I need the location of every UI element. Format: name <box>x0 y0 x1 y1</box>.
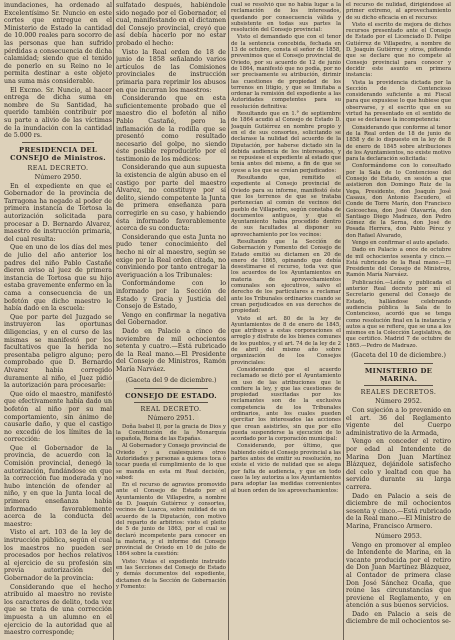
paragraph: Dado en Palacio a once de octubre de mil ochocientos sesenta y cinco.—Está rubricado de la Real mano.—El Presidente del Consejo de Ministros, Ramón María Narváez. <box>346 247 451 279</box>
divider <box>364 363 433 364</box>
divider <box>22 142 94 143</box>
paragraph: Resultando que la Sección de Gobernación y Fomento del Consejo de Estado emitió su dictamen en 20 de enero de 1865, opinando que debía desestimarse el recurso, toda vez que los acuerdos de los Ayuntamientos en materia de aprovechamientos comunales son ejecutivos, salvo el derecho de los particulares a reclamar ante los Tribunales ordinarios cuando se crean perjudicados en sus derechos de propiedad: <box>231 238 341 315</box>
paragraph: Visto el art. 80 de la ley de Ayuntamientos de 8 de enero de 1845, que atribuye a estas corporaciones el arreglo y disfrute de los bienes comunes de los pueblos, y el art. 74 de la ley de 2 de abril del mismo año sobre organización de los Consejos provinciales: <box>231 315 341 366</box>
paragraph: Conformándome con lo informado por la Sección de Estado y Gracia y Justicia del Consejo de Estado, <box>116 280 226 311</box>
paragraph: Visto el escrito de mejora de dichos recursos presentado ante el Consejo de Estado por el Licenciado D. Felipe Gutiérrez de Villapedre, a nombre de D. Joaquín Gutiérrez y otros, pidiendo que se declare que no compete al Consejo provincial para conocer y decidir este asunto en primera instancia: <box>346 21 451 79</box>
paragraph: cual se resolvió que no había lugar a la reclamación de los interesados, quedando por consecuencia válida y subsistente en todas sus partes la resolución del Consejo provincial: <box>231 2 341 34</box>
paragraph: Resultando que, remitido el expediente al Consejo provincial de Oviedo para su informe, manifestó éste que los terrenos de que se trataba pertenecían al común de vecinos del pueblo de Villapedre, según constaba de documentos antiguos, y que el Ayuntamiento había procedido dentro de sus facultades al disponer su aprovechamiento por los vecinos: <box>231 175 341 238</box>
paragraph: Considerando que en esta suficientemente probado que el maestro dio el bofetón al niño Pablo Castañé, pero la inflamación de la rodilla que se presentó como resultado necesario del golpe, no siendo éste posible reproducirlo por el testimonio de los médicos: <box>116 95 226 163</box>
paragraph: Que por parte del Juzgado se instruyeron las oportunas diligencias, y en el curso de las mismas se manifestó por los facultativos que la herida no presentaba peligro alguno; pero comprobado que D. Bernardo Alvarez había corregido duramente al niño, el Juez pidió la autorización para procesarle: <box>4 313 112 390</box>
decree-number: Número 2952. <box>375 397 422 406</box>
paragraph: Considerando que esta Junta no pudo tener conocimiento del hecho ni oír al maestro, según se exige por la Real orden citada, no conviniendo por tanto entregar la averiguación a los Tribunales: <box>116 233 226 279</box>
section-heading: MINISTERIO DE MARINA. <box>364 367 433 384</box>
column-2 <box>116 2 226 640</box>
section-heading: PRESIDENCIA DEL CONSEJO de Ministros. <box>10 145 106 162</box>
paragraph: En el recurso de agravios promovido ante el Consejo de Estado por el Ayuntamiento de Villapedre, a nombre de D. Joaquín Gutiérrez y consortes, vecinos de Luarca, sobre nulidad de un acuerdo de la Diputación, con motivo del reparto de arbitrios: visto el pleito de 5 de junio de 1863, por el cual se declaró incompetente para conocer en la materia, y el informe del Consejo provincial de Oviedo en 10 de julio de 1864 sobre la cuestión: <box>116 482 226 558</box>
column-divider <box>343 0 344 640</box>
paragraph: En el expediente en que el Gobernador de la provincia de Tarragona ha negado al poder de primera instancia de Tortosa la autorización solicitada para procesar a D. Bernardo Alvarez, maestro de instrucción primaria, del cual resulta: <box>4 182 112 243</box>
paragraph: sulfatado después, habiéndole sido negado por el Gobernador, el cual, manifestando en el dictamen del Consejo provincial, creyó que así debía hacerlo por no estar probado el hecho: <box>116 2 226 47</box>
paragraph: Considerando, por último, que habiendo oído el Consejo provincial a las partes antes de emitir su resolución, no existe el vicio de nulidad que se alega por falta de audiencia, y que en todo caso la ley autoriza a los Ayuntamientos para adoptar las medidas convenientes al buen orden de los aprovechamientos: <box>231 443 341 494</box>
paragraph: el recurso de nulidad, dirigiéndose al primer extremo, al aprovechamiento de su dicho eficacia en el recurso: <box>346 2 451 21</box>
section-heading: CONSEJO DE ESTADO. <box>125 391 217 400</box>
column-divider <box>113 0 114 640</box>
gazette-reference: (Gaceta del 10 de diciembre.) <box>351 352 446 360</box>
paragraph: inundaciones, ha ordenado al Excelentísimo Sr. Nuncio en este cortes que entregue en el Ministerio de Estado la cantidad de 10.000 reales para socorro de las personas que han sufrido pérdidas a consecuencia de dicha calamidad; siendo que el tenido de ponerlo en su Reino no le permita destinar a este objeto una suma más considerable. <box>4 2 112 85</box>
paragraph: Publicación.—Leída y publicada el anterior Real decreto por mí el Secretario general del Consejo de Estado, hallándose celebrando audiencia pública la Sala de lo Contencioso, acordó que se tenga como resolución final en la instancia y autos a que se refiere, que se una a los mismos en la Colección Legislativa, de que certifico. Madrid 7 de octubre de 1865.—Pedro de Madrazo. <box>346 279 451 349</box>
divider <box>134 388 208 389</box>
paragraph: Con sujeción a lo prevenido en el art. 36 del Reglamento vigente del Cuerpo administrativo de la Armada, <box>346 407 451 437</box>
paragraph: Visto: Vistas el expediente instruido en las Secciones del Consejo de Estado y demás documentos del expediente, dictamen de la Sección de Gobernación y Fomento: <box>116 558 226 590</box>
decree-number: Número 2950. <box>34 172 82 181</box>
gazette-reference: (Gaceta del 9 de diciembre.) <box>125 376 217 384</box>
paragraph: Dado en Palacio a seis de diciembre de mil ochocientos sesenta y cinco.—Está rubricado de la Real mano.—El Ministro de Marina, Francisco Armero. <box>346 492 451 530</box>
paragraph: Al Gobernador y Consejo provincial de Oviedo y a cualesquiera otros Autoridades y personas a quienes toca ó tocar pueda el cumplimiento de lo que se manda en esta mi Real decisión, sabed: <box>116 443 226 481</box>
paragraph: Vengo en conceder el retiro por edad al Intendente de Marina Don Juan Martínez Blázquez, dejándole satisfecho del celo y lealtad con que ha servido durante su larga carrera. <box>346 438 451 491</box>
paragraph: Que en uno de los días del mes de julio del año anterior los padres del niño Pablo Castañé dieron aviso al juez de primera instancia de Tortosa que su hijo estaba gravemente enfermo en la cama a consecuencia de un bofetón que dicho maestro le había dado en la escuela: <box>4 244 112 313</box>
column-divider <box>228 0 229 640</box>
decree-title: REAL DECRETO. <box>140 404 202 413</box>
paragraph: Visto la Real orden de 18 de junio de 1858 señalando varios artículos de las Comisiones provinciales de instrucción primaria para reprimir los abusos en que incurran los maestros: <box>116 48 226 94</box>
paragraph: Considerando que el hecho atribuido al maestro no reviste los caracteres de delito, toda vez que se trata de una corrección impuesta a un alumno en el ejercicio de la autoridad que al maestro corresponde; <box>4 583 112 637</box>
column-3 <box>231 2 341 640</box>
paragraph: El Excmo. Sr. Nuncio, al hacer entrega de dicha suma en nombre de Su Santidad, ha querido también contribuir por su parte a alivio de las víctimas de la inundación con la cantidad de 5.000 rs. <box>4 86 112 140</box>
paragraph: Considerando que aun supuesta la existencia de algún abuso en el castigo por parte del maestro Alvarez, no constituye por sí delito, siendo competente la Junta de primera enseñanza para corregirle en su caso, y habiendo ésta informado favorablemente acerca de su conducta: <box>116 164 226 233</box>
decree-number: Número 2953. <box>375 531 422 540</box>
paragraph: Vengo en confirmar la negativa del Gobernador. <box>116 311 226 327</box>
paragraph: Resultando que en 1.° de septiembre de 1864 acudió al Consejo de Estado D. Joaquín Gutiérrez en nombre propio y en el de sus consortes, solicitando se declarase la nulidad del acuerdo de la Diputación, por haberse dictado sin la debida audiencia de los interesados, y se repusiese el expediente al estado que tenía antes del mismo, a fin de que se oyese a los que se creían perjudicados: <box>231 111 341 174</box>
paragraph: Considerando que conforme al tenor de la Real orden de 18 de junio de 1858 y de lo dispuesto en la ley de 8 de enero de 1845 sobre atribuciones de los Ayuntamientos, no existe motivo para la declaración solicitada: <box>346 124 451 163</box>
column-4 <box>346 2 451 640</box>
paragraph: Conformándome con lo consultado por la Sala de lo Contencioso del Consejo de Estado, en sesión a que asistieron don Domingo Ruiz de la Vega, Presidente, don Joaquín José Casaus, don Antonio Escudero, el Conde de Torre Marín, don Francisco Goicoechea, don José Olavarría, don Santiago Diego Madrazo, don Pedro Gómez de la Serna, don José de Posada Herrera, don Pablo Pérez y don Rafael Alvarado, <box>346 163 451 239</box>
paragraph: Que oído el maestro, manifestó que efectivamente había dado un bofetón al niño por su mal comportamiento, sin ánimo de causarle daño, y que el castigo no excedió de los límites de la corrección: <box>4 390 112 444</box>
decree-title: REALES DECRETOS. <box>360 388 437 397</box>
paragraph: Dado en Palacio a seis de diciembre de mil ochocientos se- <box>346 610 451 626</box>
paragraph: Visto el demandado que con el tenor de la sentencia concebida, fechada en 13 de octubre, consta el señor de 1858, prevenimos que el Consejo provincial de Oviedo, por su acuerdo de 12 de junio de 1864, manifestó que no podía, por no ser precisamente su atribución, dirimir las cuestiones de propiedad de los terrenos en litigio, y que se limitaba a ordenar la remisión del expediente a las Autoridades competentes para su resolución definitiva: <box>231 34 341 110</box>
paragraph: Considerando que el acuerdo reclamado se dictó por el Ayuntamiento en uso de las atribuciones que le confiere la ley, y que las cuestiones de propiedad suscitadas por los reclamantes son de la exclusiva competencia de los Tribunales ordinarios, ante los cuales pueden ejercitar los interesados las acciones que crean asistirles, sin que por ello pueda suspenderse la ejecución de lo acordado por la corporación municipal: <box>231 366 341 443</box>
paragraph: Vista la providencia dictada por la Sección de lo Contencioso considerando suficiente a mi Fiscal para que expusiese lo que hubiese que observarse, y el escrito que en su virtud ha presentado en el sentido de que se declarase la incompetencia: <box>346 79 451 124</box>
column-1 <box>4 2 112 640</box>
paragraph: Dado en Palacio a cinco de noviembre de mil ochocientos setenta y cuatro.—Está rubricado de la Real mano.—El Presidente del Consejo de Ministros, Ramón María Narváez. <box>116 327 226 373</box>
divider <box>364 385 433 386</box>
paragraph: Vengo en promover al empleo de Intendente de Marina, en la vacante producida por el retiro de Don Juan Martínez Blázquez, al Contador de primera clase Don José Sánchez Ocaña, que reúne las circunstancias que previene el Reglamento, y en atención a sus buenos servicios. <box>346 541 451 610</box>
decree-number: Número 2951. <box>147 413 195 422</box>
paragraph: Vengo en confirmar el auto apelado. <box>352 239 450 246</box>
decree-title: REAL DECRETO. <box>27 163 89 172</box>
divider <box>134 402 208 403</box>
paragraph: Visto el art. 103 de la ley de instrucción pública, según el cual los maestros no pueden ser procesados por hechos relativos al ejercicio de su profesión sin previa autorización del Gobernador de la provincia: <box>4 529 112 582</box>
paragraph: Que el Gobernador de la provincia, de acuerdo con la Comisión provincial, denegó la autorización, fundándose en que la corrección fue moderada y no hubo intención de ofender al niño, y en que la Junta local de primera enseñanza había informado favorablemente acerca de la conducta del maestro: <box>4 444 112 528</box>
paragraph: Doña Isabel II, por la gracia de Dios y la Constitución de la Monarquía española, Reina de las Españas. <box>116 423 226 443</box>
